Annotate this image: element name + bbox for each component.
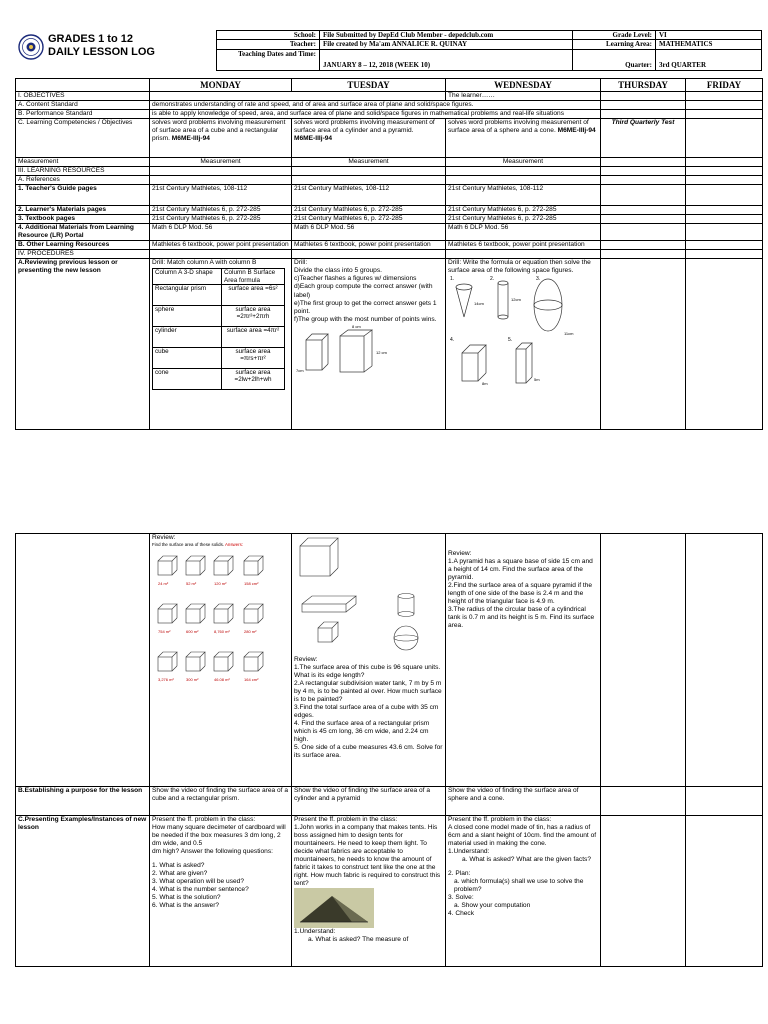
competency-tue bbox=[292, 119, 446, 158]
tg-tue: 21st Century Mathletes, 108-112 bbox=[292, 185, 446, 206]
match-head-b: Column B Surface Area formula bbox=[222, 269, 285, 284]
wed-drill-text: Drill: Write the formula or equation then solve the surface area of the following space figures. bbox=[448, 259, 591, 275]
c-wed-9: 4. Check bbox=[448, 910, 475, 918]
competency-mon-text: solves word problems involving measurement of surface area of a cube and a rectangular prism. bbox=[152, 119, 286, 143]
am-thu bbox=[601, 224, 686, 241]
mon-review-answers: Answers: bbox=[224, 542, 244, 548]
lm-label: 2. Learner's Materials pages bbox=[16, 206, 150, 215]
lm-thu bbox=[601, 206, 686, 215]
references-tue bbox=[292, 176, 446, 185]
dates-value: JANUARY 8 – 12, 2018 (WEEK 10) bbox=[320, 49, 573, 70]
quarter-value: 3rd QUARTER bbox=[656, 49, 762, 70]
mon-drill-text: Drill: Match column A with column B bbox=[152, 259, 257, 267]
wed-review-1: 1.A pyramid has a square base of side 15 cm and a height of 14 cm. Find the surface area of the pyramid. bbox=[448, 558, 593, 582]
references-thu bbox=[601, 176, 686, 185]
competencies-label: C. Learning Competencies / Objectives bbox=[16, 119, 150, 158]
wed-cone-label: 14cm bbox=[474, 301, 484, 307]
examples-fri bbox=[686, 816, 763, 967]
svg-text:3,276 m²: 3,276 m² bbox=[158, 677, 174, 683]
references-label: A. References bbox=[16, 176, 150, 185]
wed-sphere-label: 11cm bbox=[564, 331, 574, 337]
dates-label: Teaching Dates and Time: bbox=[217, 49, 320, 70]
c-wed-0: Present the ff. problem in the class: bbox=[448, 816, 552, 823]
day-wednesday: WEDNESDAY bbox=[446, 79, 601, 92]
competency-wed bbox=[446, 119, 601, 158]
c-mon-5: 2. What are given? bbox=[152, 870, 208, 878]
svg-text:24 m²: 24 m² bbox=[158, 581, 169, 587]
wed-prism-label: 5m bbox=[534, 377, 540, 383]
tue-review-4: 4. Find the surface area of a rectangular prism which is 45 cm long, 36 cm wide, and 2.24 cm high. bbox=[294, 720, 430, 744]
lesson-log-table bbox=[15, 78, 763, 430]
c-wed-7: 3. Solve: bbox=[448, 894, 474, 902]
tent-photo bbox=[294, 888, 374, 928]
c-mon-2: dm high? Answer the following questions: bbox=[152, 848, 273, 856]
c-mon-1: How many square decimeter of cardboard will be needed if the box measures 3 dm long, 2 dm wide, and 0.5 bbox=[152, 824, 286, 848]
performance-standard-fri bbox=[686, 110, 763, 119]
space-figures-drawing bbox=[448, 275, 598, 397]
objectives-thu bbox=[601, 92, 686, 101]
svg-text:8,760 m²: 8,760 m² bbox=[214, 629, 230, 635]
match-a-3: cube bbox=[153, 347, 222, 368]
tb-mon: 21st Century Mathletes 6, p. 272-285 bbox=[150, 215, 292, 224]
review-fri-cell bbox=[686, 259, 763, 430]
learner-text: The learner…… bbox=[446, 92, 601, 101]
svg-text:1.: 1. bbox=[450, 276, 455, 283]
content-standard-text: demonstrates understanding of rate and speed, and of area and surface area of plane and solid/space figures. bbox=[150, 101, 601, 110]
other-resources-mon: Mathletes 6 textbook, power point presentation bbox=[150, 241, 292, 250]
performance-standard-text: is able to apply knowledge of speed, area, and surface area of plane and solid/space figures in mathematical problems and real-life situations bbox=[150, 110, 601, 119]
purpose-wed: Show the video of finding the surface area of sphere and a cone. bbox=[446, 787, 601, 816]
purpose-mon: Show the video of finding the surface area of a cube and a rectangular prism. bbox=[150, 787, 292, 816]
resources-mon bbox=[150, 167, 292, 176]
competency-thu: Third Quarterly Test bbox=[601, 119, 686, 158]
wed-review-2: 2.Find the surface area of a square pyramid if the length of one side of the base is 2.4 m and the height of the triangular face is 4.9 m. bbox=[448, 582, 593, 606]
tue-drill-1: Divide the class into 5 groups. bbox=[294, 267, 382, 275]
tue-review-0: Review: bbox=[294, 656, 318, 663]
teacher-value: File created by Ma'am ANNALICE R. QUINAY bbox=[320, 40, 573, 49]
purpose-fri bbox=[686, 787, 763, 816]
tg-mon: 21st Century Mathletes, 108-112 bbox=[150, 185, 292, 206]
c-tue-after-0: 1.Understand: bbox=[294, 928, 336, 936]
svg-text:600 m²: 600 m² bbox=[186, 629, 199, 635]
wed-review-0: Review: bbox=[448, 550, 472, 557]
lm-tue: 21st Century Mathletes 6, p. 272-285 bbox=[292, 206, 446, 215]
examples-wed bbox=[446, 816, 601, 967]
learning-area-label: Learning Area: bbox=[573, 40, 656, 49]
content-mon: Measurement bbox=[150, 158, 292, 167]
corner-cell bbox=[16, 79, 150, 92]
match-b-1: surface area =2πr²+2πrh bbox=[222, 305, 285, 326]
resources-fri bbox=[686, 167, 763, 176]
quarter-label: Quarter: bbox=[573, 49, 656, 70]
review-mon-cont bbox=[150, 534, 292, 787]
svg-text:4.: 4. bbox=[450, 337, 455, 344]
tue-review-figures bbox=[294, 534, 444, 656]
competency-tue-code: M6ME-IIIj-94 bbox=[294, 135, 333, 143]
references-fri bbox=[686, 176, 763, 185]
grade-value: VI bbox=[656, 31, 762, 40]
lm-mon: 21st Century Mathletes 6, p. 272-285 bbox=[150, 206, 292, 215]
procedures-mon bbox=[150, 250, 292, 259]
references-wed bbox=[446, 176, 601, 185]
other-resources-thu bbox=[601, 241, 686, 250]
purpose-tue: Show the video of finding the surface area of a cylinder and a pyramid bbox=[292, 787, 446, 816]
match-a-2: cylinder bbox=[153, 326, 222, 347]
match-a-1: sphere bbox=[153, 305, 222, 326]
svg-text:120 m²: 120 m² bbox=[214, 581, 227, 587]
am-tue: Math 6 DLP Mod. 56 bbox=[292, 224, 446, 241]
wed-review-spacer bbox=[448, 534, 598, 550]
tue-drill-5: f)The group with the most number of points wins. bbox=[294, 315, 437, 323]
review-tue-cont bbox=[292, 534, 446, 787]
tg-wed: 21st Century Mathletes, 108-112 bbox=[446, 185, 601, 206]
am-label: 4. Additional Materials from Learning Resource (LR) Portal bbox=[16, 224, 150, 241]
procedures-label: IV. PROCEDURES bbox=[16, 250, 150, 259]
wed-cyl-label: 12cm bbox=[511, 297, 521, 303]
svg-text:158 cm²: 158 cm² bbox=[244, 581, 259, 587]
svg-text:300 m²: 300 m² bbox=[186, 677, 199, 683]
content-tue: Measurement bbox=[292, 158, 446, 167]
content-label: Measurement bbox=[16, 158, 150, 167]
content-standard-thu bbox=[601, 101, 686, 110]
day-monday: MONDAY bbox=[150, 79, 292, 92]
match-b-0: surface area =6s² bbox=[222, 284, 285, 305]
other-resources-tue: Mathletes 6 textbook, power point presentation bbox=[292, 241, 446, 250]
day-thursday: THURSDAY bbox=[601, 79, 686, 92]
c-tue-after-1: a. What is asked? The measure of bbox=[308, 936, 409, 944]
procedures-tue bbox=[292, 250, 446, 259]
competency-tue-text: solves word problems involving measurement of surface area of a cylinder and a pyramid. bbox=[294, 119, 435, 135]
content-fri bbox=[686, 158, 763, 167]
c-wed-2: 1.Understand: bbox=[448, 848, 490, 856]
tue-review-1: 1.The surface area of this cube is 96 square units. What is its edge length? bbox=[294, 664, 441, 680]
day-tuesday: TUESDAY bbox=[292, 79, 446, 92]
header-info-table bbox=[216, 30, 762, 71]
review-mon-cell bbox=[150, 259, 292, 430]
resources-wed bbox=[446, 167, 601, 176]
svg-text:46.08 m²: 46.08 m² bbox=[214, 677, 230, 683]
objectives-label: I. OBJECTIVES bbox=[16, 92, 150, 101]
learning-area-value: MATHEMATICS bbox=[656, 40, 762, 49]
svg-text:5.: 5. bbox=[508, 337, 513, 344]
objectives-fri bbox=[686, 92, 763, 101]
review-thu-cell bbox=[601, 259, 686, 430]
tb-wed: 21st Century Mathletes 6, p. 272-285 bbox=[446, 215, 601, 224]
review-label: A.Reviewing previous lesson or presenting the new lesson bbox=[16, 259, 150, 430]
c-mon-8: 5. What is the solution? bbox=[152, 894, 221, 902]
svg-text:2.: 2. bbox=[490, 276, 495, 283]
match-b-3: surface area =πrs+πr² bbox=[222, 347, 285, 368]
match-head-a: Column A 3-D shape bbox=[153, 269, 222, 284]
other-resources-wed: Mathletes 6 textbook, power point presentation bbox=[446, 241, 601, 250]
c-mon-6: 3. What operation will be used? bbox=[152, 878, 245, 886]
c-wed-3: a. What is asked? What are the given facts? bbox=[462, 856, 592, 864]
examples-mon bbox=[150, 816, 292, 967]
performance-standard-label: B. Performance Standard bbox=[16, 110, 150, 119]
svg-text:164 cm²: 164 cm² bbox=[244, 677, 259, 683]
match-b-4: surface area =2lw+2lh+wh bbox=[222, 368, 285, 389]
procedures-fri bbox=[686, 250, 763, 259]
tue-box-label-a: 8 cm bbox=[352, 323, 361, 329]
am-wed: Math 6 DLP Mod. 56 bbox=[446, 224, 601, 241]
match-b-2: surface area =4πr² bbox=[222, 326, 285, 347]
competency-wed-text: solves word problems involving measurement of surface area of a sphere and a cone. bbox=[448, 119, 589, 135]
wed-cube-label: 8m bbox=[482, 381, 488, 387]
tb-label: 3. Textbook pages bbox=[16, 215, 150, 224]
tue-review-5: 5. One side of a cube measures 43.6 cm. Solve for its surface area. bbox=[294, 744, 443, 760]
other-resources-label: B. Other Learning Resources bbox=[16, 241, 150, 250]
procedures-wed bbox=[446, 250, 601, 259]
mon-review-title: Review: bbox=[152, 534, 176, 541]
tue-drill-3: d)Each group compute the correct answer (with label) bbox=[294, 283, 433, 299]
resources-thu bbox=[601, 167, 686, 176]
c-tue-1: 1.John works in a company that makes tents. His boss assigned him to design tents for mountaineers. He need to keep them light. To decide what fabrics are acceptable to mountaineers, he needs to know the amount of fabric it takes to construct tent like the one at the right. How much fabric is required to construct this tent? bbox=[294, 824, 441, 888]
deped-seal-icon bbox=[18, 34, 44, 60]
examples-label: C.Presenting Examples/Instances of new lesson bbox=[16, 816, 150, 967]
resources-tue bbox=[292, 167, 446, 176]
tg-thu bbox=[601, 185, 686, 206]
match-a-4: cone bbox=[153, 368, 222, 389]
lm-fri bbox=[686, 206, 763, 215]
competency-fri bbox=[686, 119, 763, 158]
tue-review-2: 2.A rectangular subdivision water tank, 7 m by 5 m by 4 m, is to be painted al over. How much surface is to be painted? bbox=[294, 680, 442, 704]
review-fri-cont bbox=[686, 534, 763, 787]
other-resources-fri bbox=[686, 241, 763, 250]
grade-label: Grade Level: bbox=[573, 31, 656, 40]
match-a-0: Rectangular prism bbox=[153, 284, 222, 305]
prism-worksheet-image bbox=[152, 547, 282, 697]
teacher-label: Teacher: bbox=[217, 40, 320, 49]
dll-title-line2: DAILY LESSON LOG bbox=[48, 46, 155, 58]
content-thu bbox=[601, 158, 686, 167]
dll-title-line1: GRADES 1 to 12 bbox=[48, 33, 133, 45]
tg-label: 1. Teacher's Guide pages bbox=[16, 185, 150, 206]
school-value: File Submitted by DepEd Club Member - depedclub.com bbox=[320, 31, 573, 40]
c-mon-0: Present the ff. problem in the class: bbox=[152, 816, 256, 823]
wed-review-3: 3.The radius of the circular base of a cylindrical tank is 0.7 m and its height is 5 m. Find its surface area. bbox=[448, 606, 595, 630]
c-mon-4: 1. What is asked? bbox=[152, 862, 205, 870]
svg-text:52 m²: 52 m² bbox=[186, 581, 197, 587]
am-mon: Math 6 DLP Mod. 56 bbox=[150, 224, 292, 241]
mon-review-caption-text: Find the surface area of these solids. bbox=[152, 542, 224, 548]
objectives-blank bbox=[150, 92, 446, 101]
review-cont-label bbox=[16, 534, 150, 787]
tue-box-label-b: 12 cm bbox=[376, 349, 387, 355]
review-thu-cont bbox=[601, 534, 686, 787]
c-wed-5: 2. Plan: bbox=[448, 870, 471, 878]
school-label: School: bbox=[217, 31, 320, 40]
svg-text:280 m²: 280 m² bbox=[244, 629, 257, 635]
tue-review-3: 3.Find the total surface area of a cube with 35 cm edges. bbox=[294, 704, 439, 720]
c-mon-7: 4. What is the number sentence? bbox=[152, 886, 249, 894]
references-mon bbox=[150, 176, 292, 185]
tb-thu bbox=[601, 215, 686, 224]
match-table bbox=[152, 268, 285, 389]
purpose-label: B.Establishing a purpose for the lesson bbox=[16, 787, 150, 816]
tg-fri bbox=[686, 185, 763, 206]
tb-fri bbox=[686, 215, 763, 224]
lesson-log-table-continued bbox=[15, 533, 763, 967]
c-wed-6: a. which formula(s) shall we use to solve the problem? bbox=[454, 878, 584, 894]
c-tue-0: Present the ff. problem in the class: bbox=[294, 816, 398, 823]
tue-drill-4: e)The first group to get the correct answer gets 1 point. bbox=[294, 299, 437, 315]
svg-text:754 m²: 754 m² bbox=[158, 629, 171, 635]
competency-wed-code: M6ME-IIIj-94 bbox=[557, 127, 596, 135]
content-standard-fri bbox=[686, 101, 763, 110]
tue-drill-0: Drill: bbox=[294, 259, 308, 267]
review-tue-cell bbox=[292, 259, 446, 430]
resources-label: III. LEARNING RESOURCES bbox=[16, 167, 150, 176]
performance-standard-thu bbox=[601, 110, 686, 119]
tb-tue: 21st Century Mathletes 6, p. 272-285 bbox=[292, 215, 446, 224]
purpose-thu bbox=[601, 787, 686, 816]
content-standard-label: A. Content Standard bbox=[16, 101, 150, 110]
svg-text:3.: 3. bbox=[536, 276, 541, 283]
tue-box-label-c: 7cm bbox=[296, 367, 304, 373]
c-wed-8: a. Show your computation bbox=[454, 902, 531, 910]
c-mon-9: 6. What is the answer? bbox=[152, 902, 220, 910]
examples-tue bbox=[292, 816, 446, 967]
content-wed: Measurement bbox=[446, 158, 601, 167]
review-wed-cont bbox=[446, 534, 601, 787]
procedures-thu bbox=[601, 250, 686, 259]
tue-drill-2: c)Teacher flashes a figures w/ dimensions bbox=[294, 275, 417, 283]
day-friday: FRIDAY bbox=[686, 79, 763, 92]
rectangular-prism-figure bbox=[294, 324, 434, 376]
competency-mon bbox=[150, 119, 292, 158]
c-wed-1: A closed cone model made of tin, has a radius of 6cm and a slant height of 10cm. find the amount of material used in making the cone. bbox=[448, 824, 597, 848]
competency-mon-code: M6ME-IIIj-94 bbox=[171, 135, 210, 143]
lm-wed: 21st Century Mathletes 6, p. 272-285 bbox=[446, 206, 601, 215]
examples-thu bbox=[601, 816, 686, 967]
am-fri bbox=[686, 224, 763, 241]
review-wed-cell bbox=[446, 259, 601, 430]
